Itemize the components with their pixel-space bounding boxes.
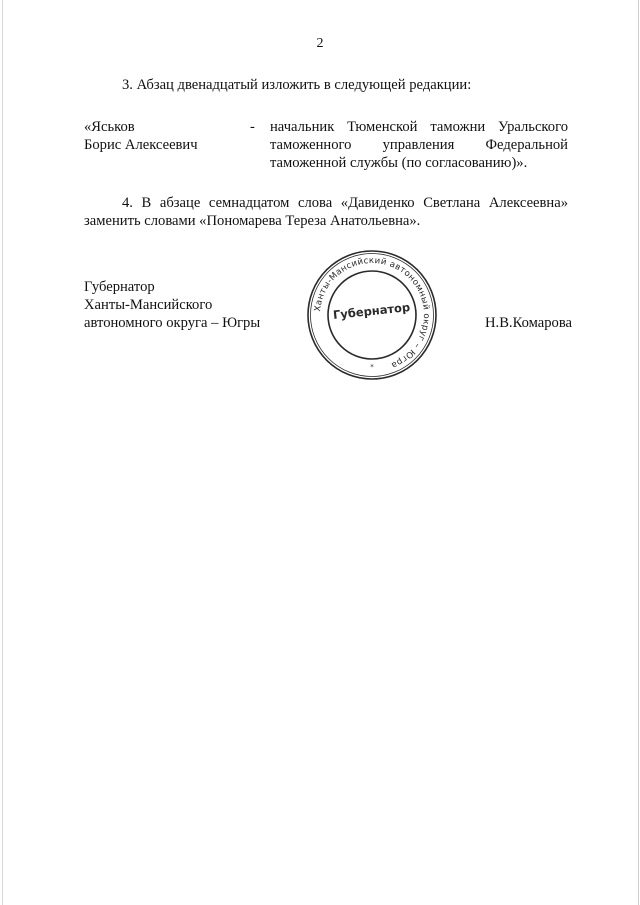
scan-edge-right <box>638 0 639 905</box>
amendment-item-3: 3. Абзац двенадцатый изложить в следующей редакции: <box>122 77 472 93</box>
seal-ring-text-path: Ханты-Мансийский автономный округ – Югра <box>313 255 432 371</box>
seal-star-mark: * <box>370 363 374 371</box>
amendment-item-4: 4. В абзаце семнадцатом слова «Давиденко Светлана Алексеевна» заменить словами «Пономарева Тереза Анатольевна». <box>84 195 568 229</box>
appointee-dash: - <box>250 119 255 135</box>
official-seal-stamp <box>304 247 440 383</box>
signer-title-line-1: Губернатор <box>84 279 155 295</box>
seal-center-text: Губернатор <box>332 300 411 323</box>
page-number: 2 <box>316 36 324 51</box>
appointee-surname: «Яськов <box>84 119 135 135</box>
signer-name: Н.В.Комарова <box>485 315 572 331</box>
signer-title-line-2: Ханты-Мансийского <box>84 297 213 313</box>
scan-edge-left <box>2 0 3 905</box>
signer-title <box>84 278 284 332</box>
appointee-position: начальник Тюменской таможни Уральского таможенного управления Федеральной таможенной службы (по согласованию)». <box>270 119 568 171</box>
appointee-given-names: Борис Алексеевич <box>84 137 198 153</box>
appointee-name <box>84 118 254 154</box>
signer-title-line-3: автономного округа – Югры <box>84 315 261 331</box>
